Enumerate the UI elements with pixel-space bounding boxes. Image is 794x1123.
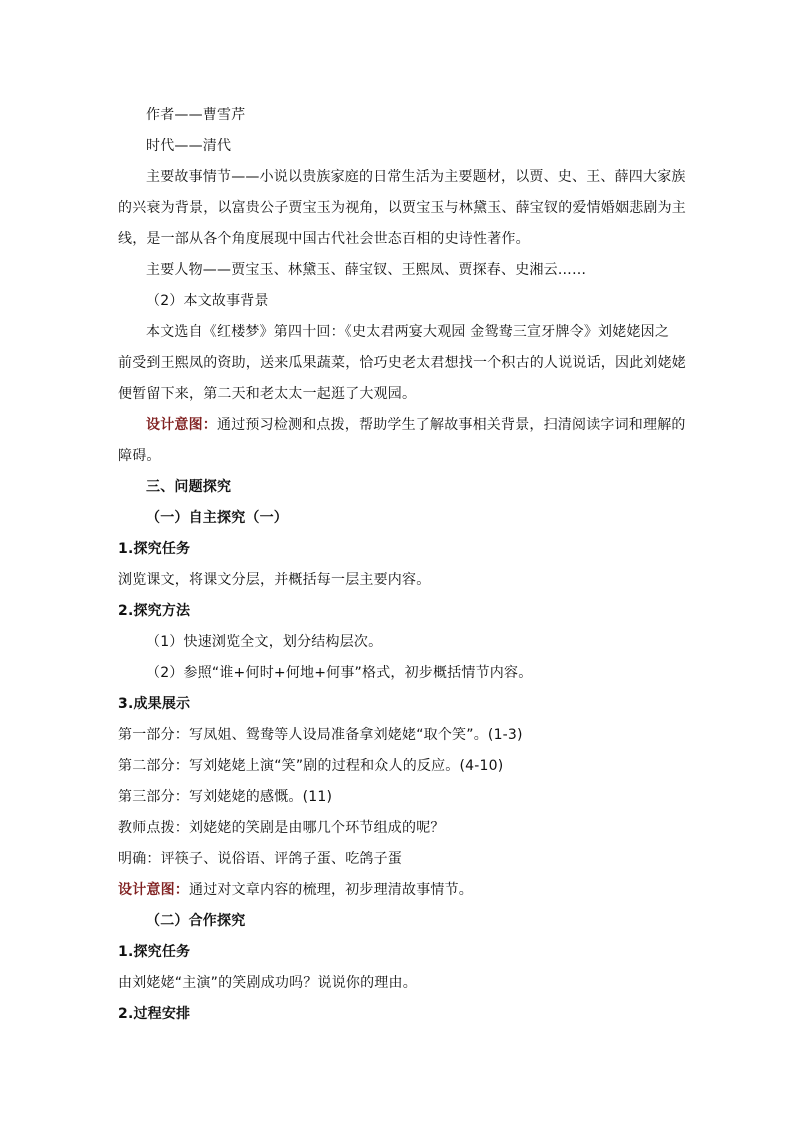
clarification: 明确：评筷子、说俗语、评鸽子蛋、吃鸽子蛋 bbox=[118, 851, 402, 867]
background-line-1: 本文选自《红楼梦》第四十回：《史太君两宴大观园 金鸳鸯三宣牙牌令》刘姥姥因之 bbox=[146, 324, 670, 340]
result-part-1: 第一部分：写凤姐、鸳鸯等人设局准备拿刘姥姥“取个笑”。(1-3) bbox=[118, 727, 523, 743]
method-item-2: （2）参照“谁+何时+何地+何事”格式，初步概括情节内容。 bbox=[146, 665, 533, 681]
design-intent-label: 设计意图： bbox=[146, 417, 217, 433]
characters-line: 主要人物——贾宝玉、林黛玉、薛宝钗、王熙凤、贾探春、史湘云…… bbox=[146, 262, 587, 278]
background-paragraph bbox=[118, 317, 686, 410]
subsection-heading-2: （二）合作探究 bbox=[146, 913, 246, 929]
design-intent-2-label: 设计意图： bbox=[118, 882, 189, 898]
background-heading: （2）本文故事背景 bbox=[146, 293, 269, 309]
process-heading: 2.过程安排 bbox=[118, 1006, 191, 1022]
design-intent-1 bbox=[118, 410, 686, 472]
teacher-guidance: 教师点拨：刘姥姥的笑剧是由哪几个环节组成的呢？ bbox=[118, 820, 445, 836]
background-line-2: 前受到王熙凤的资助，送来瓜果蔬菜，恰巧史老太君想找一个积古的人说说话，因此刘姥姥 bbox=[118, 355, 686, 371]
background-line-3: 便暂留下来，第二天和老太太一起逛了大观园。 bbox=[118, 386, 417, 402]
result-part-3: 第三部分：写刘姥姥的感慨。(11) bbox=[118, 789, 333, 805]
design-intent-2 bbox=[118, 875, 686, 906]
era-line: 时代——清代 bbox=[146, 138, 232, 154]
design-intent-1-line-2: 障碍。 bbox=[118, 448, 161, 464]
design-intent-text: 通过预习检测和点拨，帮助学生了解故事相关背景，扫清阅读字词和理解的 bbox=[217, 417, 686, 433]
result-part-2: 第二部分：写刘姥姥上演“笑”剧的过程和众人的反应。(4-10) bbox=[118, 758, 504, 774]
task2-text: 由刘姥姥“主演”的笑剧成功吗？说说你的理由。 bbox=[118, 975, 417, 991]
plot-line-3: 线，是一部从各个角度展现中国古代社会世态百相的史诗性著作。 bbox=[118, 231, 530, 247]
plot-line-1: 主要故事情节——小说以贵族家庭的日常生活为主要题材，以贾、史、王、薛四大家族 bbox=[146, 169, 686, 185]
author-line: 作者——曹雪芹 bbox=[146, 107, 246, 123]
task2-heading: 1.探究任务 bbox=[118, 944, 191, 960]
task-heading: 1.探究任务 bbox=[118, 541, 191, 557]
plot-paragraph bbox=[118, 162, 686, 255]
subsection-heading-1: （一）自主探究（一） bbox=[146, 510, 288, 526]
result-heading: 3.成果展示 bbox=[118, 696, 191, 712]
method-heading: 2.探究方法 bbox=[118, 603, 191, 619]
design-intent-1-line-1 bbox=[146, 410, 686, 441]
section-heading-3: 三、问题探究 bbox=[146, 479, 232, 495]
document-body bbox=[118, 100, 686, 1030]
design-intent-2-text: 通过对文章内容的梳理，初步理清故事情节。 bbox=[189, 882, 473, 898]
plot-line-2: 的兴衰为背景，以富贵公子贾宝玉为视角，以贾宝玉与林黛玉、薛宝钗的爱情婚姻悲剧为主 bbox=[118, 200, 686, 216]
method-item-1: （1）快速浏览全文，划分结构层次。 bbox=[146, 634, 383, 650]
task-text: 浏览课文，将课文分层，并概括每一层主要内容。 bbox=[118, 572, 431, 588]
